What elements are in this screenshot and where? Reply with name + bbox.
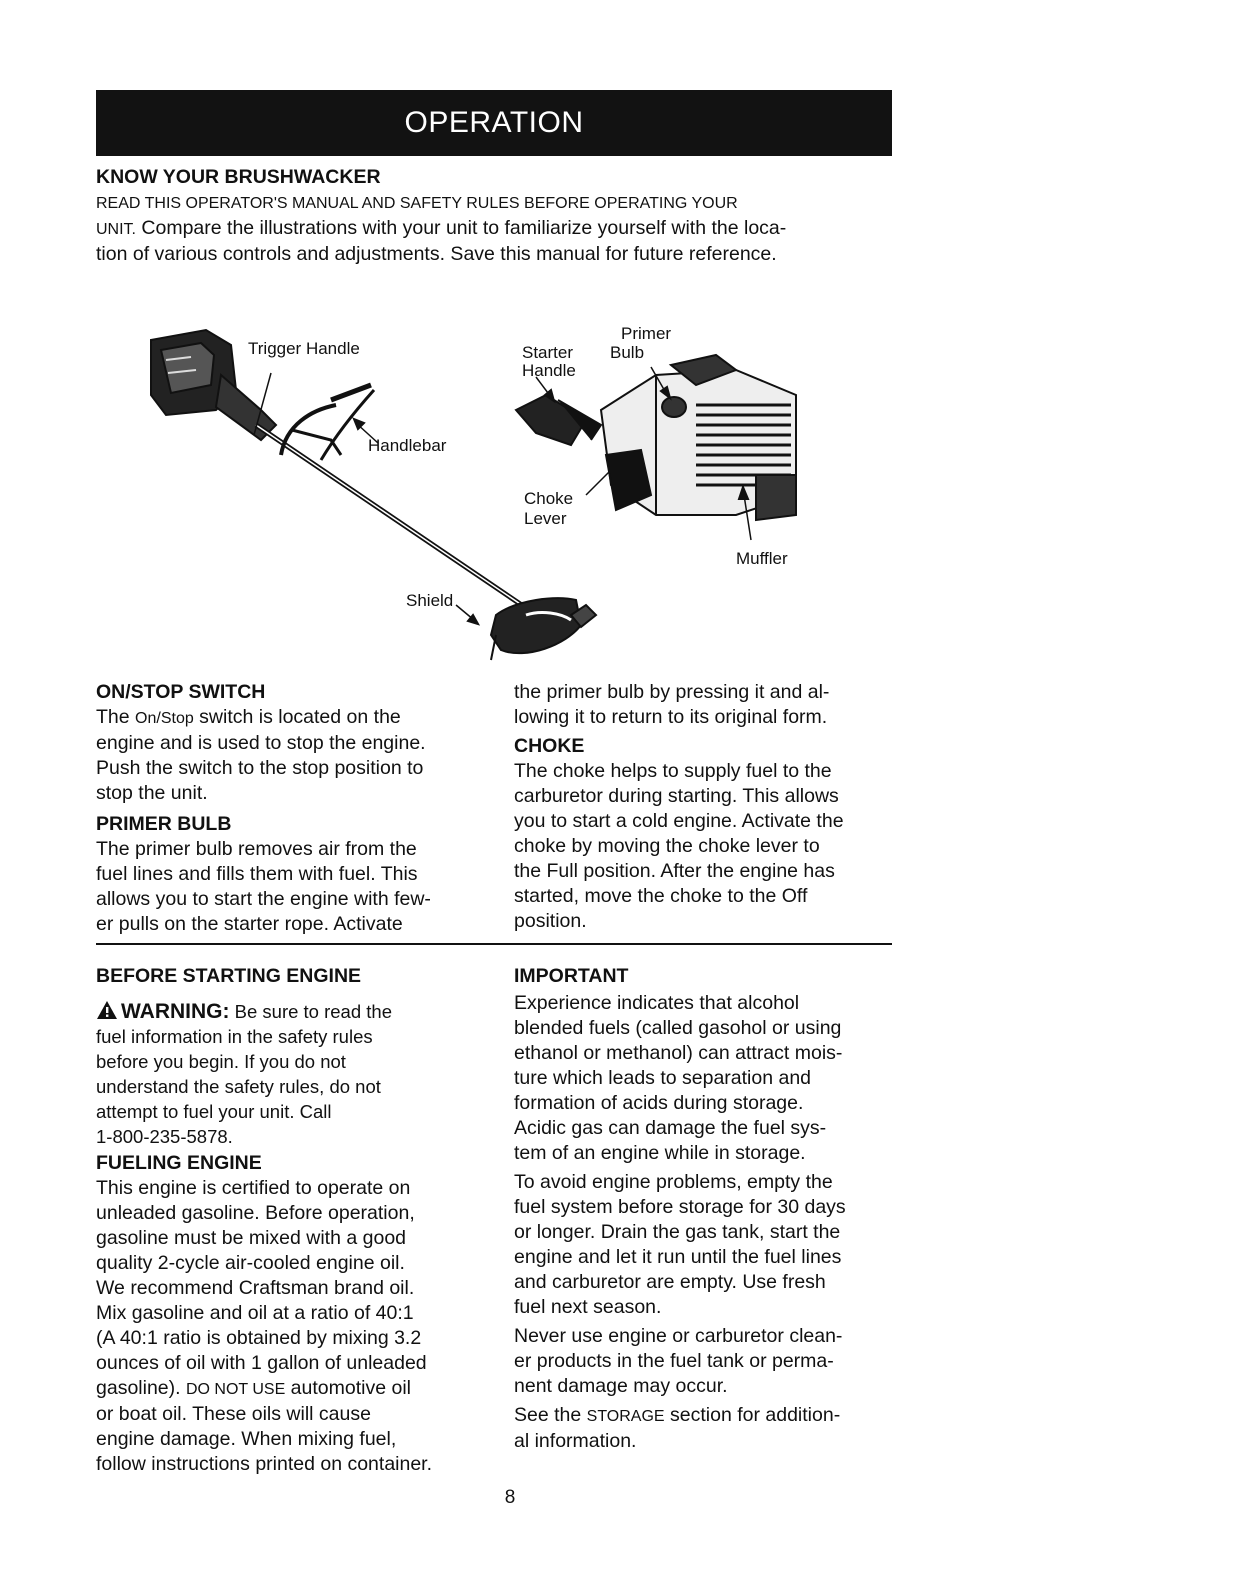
label-bulb: Bulb: [610, 343, 645, 362]
before-start-line-5: attempt to fuel your unit. Call: [96, 1101, 332, 1122]
onstop-l1b: On/Stop: [135, 710, 194, 727]
fueling-line-3: gasoline must be mixed with a good: [96, 1227, 407, 1249]
choke-line-7: position.: [514, 910, 587, 932]
left-column-lower: [96, 964, 496, 1477]
section-title: OPERATION: [404, 106, 584, 139]
important-heading: IMPORTANT: [514, 965, 629, 987]
label-starter: Starter: [522, 343, 574, 362]
label-handlebar: Handlebar: [368, 436, 447, 455]
important-p2-l1: To avoid engine problems, empty the: [514, 1171, 833, 1193]
important-p2-l2: fuel system before storage for 30 days: [514, 1196, 846, 1218]
choke-line-4: choke by moving the choke lever to: [514, 835, 820, 857]
important-p3-l2: er products in the fuel tank or perma-: [514, 1350, 834, 1372]
right-column-upper: [514, 680, 914, 934]
fueling-line-10: or boat oil. These oils will cause: [96, 1403, 371, 1425]
choke-line-5: the Full position. After the engine has: [514, 860, 835, 882]
fueling-line-2: unleaded gasoline. Before operation,: [96, 1202, 415, 1224]
label-choke: Choke: [524, 489, 574, 508]
important-p1-l7: tem of an engine while in storage.: [514, 1142, 806, 1164]
onstop-line-3: Push the switch to the stop position to: [96, 757, 424, 779]
fueling-line-5: We recommend Craftsman brand oil.: [96, 1277, 415, 1299]
brushwacker-illustration: [96, 315, 892, 670]
section-divider: [96, 943, 892, 945]
important-p4-l1: [514, 1403, 914, 1429]
intro-line-1-text: READ THIS OPERATOR'S MANUAL AND SAFETY RULES BEFORE OPERATING YOUR: [96, 195, 738, 212]
important-p1-l5: formation of acids during storage.: [514, 1092, 804, 1114]
important-p3-l1: Never use engine or carburetor clean-: [514, 1325, 843, 1347]
fueling-line-11: engine damage. When mixing fuel,: [96, 1428, 397, 1450]
before-start-heading: BEFORE STARTING ENGINE: [96, 965, 362, 987]
intro-line-2-caps: UNIT.: [96, 221, 136, 238]
onstop-line-4: stop the unit.: [96, 782, 208, 804]
onstop-l1a: The: [96, 706, 136, 728]
fueling-line-9: [96, 1376, 496, 1402]
fueling-line-1: This engine is certified to operate on: [96, 1177, 411, 1199]
before-start-phone: 1-800-235-5878.: [96, 1126, 233, 1147]
brushwacker-drawing: [96, 315, 892, 670]
primer-line-3: allows you to start the engine with few-: [96, 888, 431, 910]
fueling-line-4: quality 2-cycle air-cooled engine oil.: [96, 1252, 405, 1274]
right-column-lower: [514, 964, 914, 1454]
onstop-l1c: switch is located on the: [193, 706, 401, 728]
important-p3-l3: nent damage may occur.: [514, 1375, 728, 1397]
fueling-l9c: automotive oil: [285, 1377, 411, 1399]
primer-line-4: er pulls on the starter rope. Activate: [96, 913, 403, 935]
fueling-line-7: (A 40:1 ratio is obtained by mixing 3.2: [96, 1327, 422, 1349]
choke-line-3: you to start a cold engine. Activate the: [514, 810, 844, 832]
label-trigger-handle: Trigger Handle: [248, 339, 360, 358]
important-p1-l3: ethanol or methanol) can attract mois-: [514, 1042, 843, 1064]
before-start-line-2: fuel information in the safety rules: [96, 1026, 373, 1047]
choke-line-6: started, move the choke to the Off: [514, 885, 808, 907]
before-start-line-3: before you begin. If you do not: [96, 1051, 346, 1072]
intro-line-3: tion of various controls and adjustments. Save this manual for future reference.: [96, 243, 777, 265]
important-p4a: See the: [514, 1404, 587, 1426]
important-p2-l5: and carburetor are empty. Use fresh: [514, 1271, 826, 1293]
onstop-line-2: engine and is used to stop the engine.: [96, 732, 426, 754]
onstop-line-1: [96, 705, 496, 731]
fueling-line-12: follow instructions printed on container.: [96, 1453, 433, 1475]
important-p1-l6: Acidic gas can damage the fuel sys-: [514, 1117, 827, 1139]
label-shield: Shield: [406, 591, 454, 610]
intro-line-2: [96, 216, 911, 242]
choke-heading: CHOKE: [514, 735, 585, 757]
important-p2-l6: fuel next season.: [514, 1296, 662, 1318]
before-start-line-4: understand the safety rules, do not: [96, 1076, 381, 1097]
warning-text: Be sure to read the: [229, 1001, 392, 1022]
label-muffler: Muffler: [736, 549, 788, 568]
fueling-line-6: Mix gasoline and oil at a ratio of 40:1: [96, 1302, 414, 1324]
intro-section: [96, 165, 911, 267]
primer-continued-line-2: lowing it to return to its original form.: [514, 706, 828, 728]
fueling-l9b: DO NOT USE: [185, 1381, 286, 1398]
choke-line-2: carburetor during starting. This allows: [514, 785, 839, 807]
label-primer: Primer: [621, 324, 672, 343]
primer-continued-line-1: the primer bulb by pressing it and al-: [514, 681, 830, 703]
onstop-heading: ON/STOP SWITCH: [96, 681, 266, 703]
page-number: 8: [504, 1487, 516, 1508]
important-p4b: STORAGE: [586, 1408, 665, 1425]
important-p4c: section for addition-: [664, 1404, 841, 1426]
label-starter-handle: Handle: [522, 361, 576, 380]
primer-line-2: fuel lines and fills them with fuel. This: [96, 863, 418, 885]
primer-line-1: The primer bulb removes air from the: [96, 838, 417, 860]
primer-heading: PRIMER BULB: [96, 813, 232, 835]
warning-triangle-icon: [96, 1000, 118, 1020]
important-p2-l4: engine and let it run until the fuel lines: [514, 1246, 842, 1268]
fueling-l9a: gasoline).: [96, 1377, 186, 1399]
left-column-upper: [96, 680, 496, 937]
fueling-heading: FUELING ENGINE: [96, 1152, 262, 1174]
fueling-line-8: ounces of oil with 1 gallon of unleaded: [96, 1352, 427, 1374]
label-choke-lever: Lever: [524, 509, 567, 528]
important-p2-l3: or longer. Drain the gas tank, start the: [514, 1221, 841, 1243]
intro-line-1: [96, 190, 911, 216]
warning-line: [96, 999, 496, 1024]
choke-line-1: The choke helps to supply fuel to the: [514, 760, 832, 782]
warning-label: WARNING:: [121, 1000, 230, 1023]
important-p4-l2: al information.: [514, 1430, 637, 1452]
intro-line-2-rest: Compare the illustrations with your unit to familiarize yourself with the loca-: [136, 217, 787, 239]
important-p1-l4: ture which leads to separation and: [514, 1067, 812, 1089]
section-banner: [96, 90, 892, 156]
important-p1-l2: blended fuels (called gasohol or using: [514, 1017, 842, 1039]
important-p1-l1: Experience indicates that alcohol: [514, 992, 800, 1014]
intro-heading: KNOW YOUR BRUSHWACKER: [96, 166, 381, 188]
